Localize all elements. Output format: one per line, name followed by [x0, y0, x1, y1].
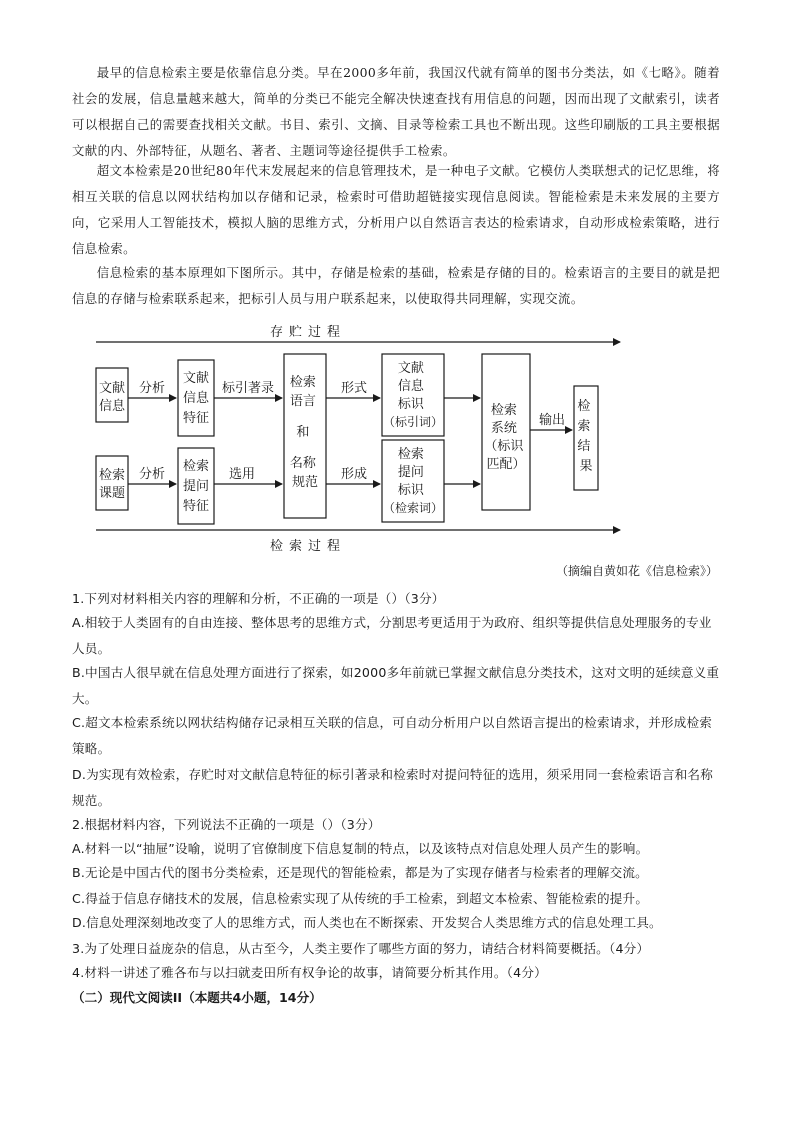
question-1-stem: 1.下列对材料相关内容的理解和分析，不正确的一项是（）（3分）: [72, 591, 445, 606]
svg-text:检索 语言 和: [290, 374, 320, 490]
query-topic-box: [96, 456, 128, 510]
question-4: 4.材料一讲述了雅各布与以扫就麦田所有权争论的故事，请简要分析其作用。（4分）: [72, 965, 547, 980]
result-line4: 果: [579, 459, 593, 474]
doc-mark-line1: 文献: [397, 361, 424, 376]
question-2-option-c: C.得益于信息存储技术的发展，信息检索实现了从传统的手工检索，到超文本检索、智能检索的提升。: [72, 891, 649, 906]
svg-text:检索 提问 标识: [383, 446, 443, 515]
center-line2: 语言: [289, 394, 316, 409]
retrieval-principle-diagram: [76, 316, 726, 556]
svg-text:文献信息: [99, 380, 126, 414]
svg-text:文献信息特征: [183, 370, 210, 426]
question-1-option-b: B.中国古人很早就在信息处理方面进行了探索，如2000多年前就已掌握文献信息分类技术，这对文明的延续意义重大。: [72, 665, 720, 706]
query-feature-line2: 提问: [182, 479, 210, 494]
query-feature-line1: 检索: [182, 459, 210, 474]
svg-text:检 索 结: [577, 398, 594, 474]
query-topic-line2: 课题: [98, 486, 126, 501]
doc-mark-line4: （标引词）: [382, 415, 444, 429]
doc-feature-line1: 文献: [182, 371, 210, 386]
svg-text:检索提问特征: [183, 458, 209, 514]
passage-paragraph-2: 超文本检索是20世纪80年代末发展起来的信息管理技术，是一种电子文献。它模仿人类联想式的记忆思维，将相互关联的信息以网状结构加以存储和记录，检索时可借助超链接实现信息阅读。智能检索是未来发展的主要方向，它采用人工智能技术，模拟人脑的思维方式，分析用户以自然语言表达的检索请求，自动形成检索策略，进行信息检索。: [72, 163, 720, 256]
question-1-option-c: C.超文本检索系统以网状结构储存记录相互关联的信息，可自动分析用户以自然语言提出的检索请求，并形成检索策略。: [72, 715, 713, 756]
question-2-stem: 2.根据材料内容，下列说法不正确的一项是（）（3分）: [72, 817, 381, 832]
doc-info-line1: 文献: [98, 381, 126, 396]
question-2-option-d: D.信息处理深刻地改变了人的思维方式，而人类也在不断探索、开发契合人类思维方式的信息处理工具。: [72, 915, 662, 930]
query-topic-line1: 检索: [98, 468, 126, 483]
passage-paragraph-1: 最早的信息检索主要是依靠信息分类。早在2000多年前，我国汉代就有简单的图书分类法，如《七略》。随着社会的发展，信息量越来越大，简单的分类已不能完全解决快速查找有用信息的问题，因而出现了文献索引，读者可以根据自己的需要查找相关文献。书目、索引、文摘、目录等检索工具也不断出现。这些印刷版的工具主要根据文献的内、外部特征，从题名、著者、主题词等途径提供手工检索。: [72, 65, 720, 158]
label-select: 选用: [228, 467, 256, 482]
label-indexing: 标引著录: [221, 381, 275, 396]
label-output: 输出: [538, 413, 566, 428]
label-form-top: 形式: [340, 381, 368, 396]
doc-info-line2: 信息: [98, 399, 126, 414]
system-line2: 系统: [490, 421, 517, 436]
label-analyze-top: 分析: [138, 381, 166, 396]
query-mark-line2: 提问: [397, 465, 424, 480]
storage-process-label: 存贮过程: [269, 325, 347, 340]
center-line5: 规范: [291, 475, 319, 490]
query-feature-line3: 特征: [182, 499, 210, 514]
question-2-option-b: B.无论是中国古代的图书分类检索，还是现代的智能检索，都是为了实现存储者与检索者的理解交流。: [72, 865, 648, 880]
doc-mark-line2: 信息: [397, 379, 424, 394]
system-line3: （标识: [484, 439, 524, 454]
question-3: 3.为了处理日益庞杂的信息，从古至今，人类主要作了哪些方面的努力，请结合材料简要概括。（4分）: [72, 941, 650, 956]
query-mark-line1: 检索: [397, 447, 424, 462]
doc-feature-line2: 信息: [182, 391, 210, 406]
result-line2: 索: [577, 419, 591, 434]
svg-text:检索课题: [99, 467, 125, 501]
question-2-option-a: A.材料一以“抽屉”设喻，说明了官僚制度下信息复制的特点，以及该特点对信息处理人员产生的影响。: [72, 841, 649, 856]
diagram-caption: （摘编自黄如花《信息检索》）: [555, 564, 718, 578]
result-line3: 结: [577, 439, 591, 454]
doc-mark-line3: 标识: [397, 397, 424, 412]
label-analyze-bottom: 分析: [138, 467, 166, 482]
retrieval-process-label: 检索过程: [269, 539, 347, 554]
passage-paragraph-3: 信息检索的基本原理如下图所示。其中，存储是检索的基础，检索是存储的目的。检索语言的主要目的就是把信息的存储与检索联系起来，把标引人员与用户联系起来，以使取得共同理解，实现交流。: [72, 265, 720, 306]
label-form-bottom: 形成: [340, 467, 368, 482]
question-1-option-d: D.为实现有效检索，存贮时对文献信息特征的标引著录和检索时对提问特征的选用，须采用同一套检索语言和名称规范。: [72, 767, 713, 808]
doc-feature-line3: 特征: [182, 411, 210, 426]
section-title: （二）现代文阅读II（本题共4小题，14分）: [72, 990, 322, 1005]
center-line1: 检索: [289, 375, 316, 390]
result-line1: 检: [577, 399, 591, 414]
question-1-option-a: A.相较于人类固有的自由连接、整体思考的思维方式，分割思考更适用于为政府、组织等提供信息处理服务的专业人员。: [72, 615, 712, 656]
center-line3: 和: [296, 425, 310, 440]
system-line1: 检索: [490, 403, 517, 418]
query-mark-line4: （检索词）: [382, 501, 444, 515]
svg-text:检索 系统 （标识: [484, 402, 527, 472]
query-mark-line3: 标识: [397, 483, 424, 498]
system-line4: 匹配）: [486, 457, 526, 472]
svg-text:文献 信息 标识: [383, 360, 443, 429]
center-line4: 名称: [289, 456, 316, 471]
